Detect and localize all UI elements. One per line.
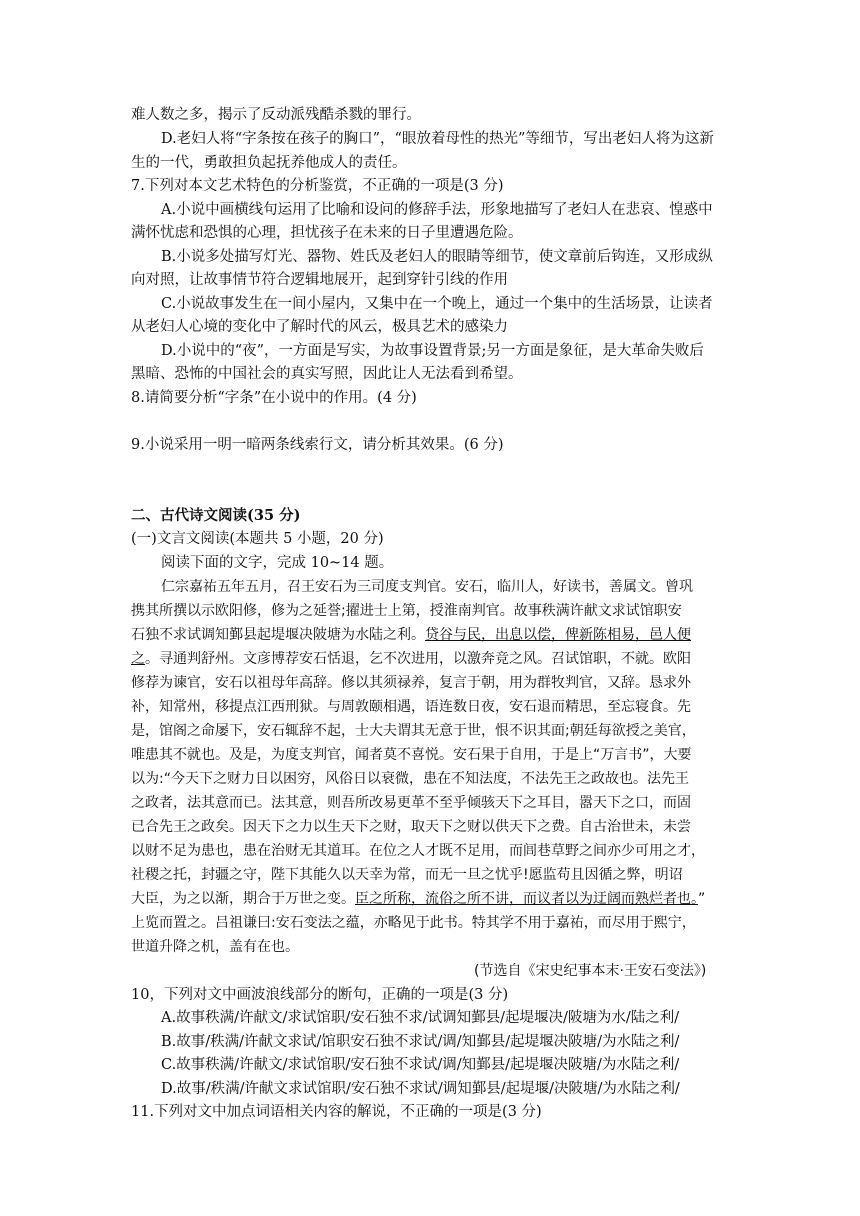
text-line: 满怀忧虑和恐惧的心理，担忧孩子在未来的日子里遭遇危险。 [131,225,523,241]
text-line: 生的一代，勇敢担负起抚养他成人的责任。 [131,155,407,171]
option-d-q10: D.故事/秩满/许献文求试馆职/安石独不求试/调知鄞县/起堤堰/决陂塘/为水陆之利/ [161,1081,680,1097]
question-9: 9.小说采用一明一暗两条线索行文，请分析其效果。(6 分) [131,437,504,453]
passage-line: 以为:“今天下之财力日以困穷，风俗日以衰微，患在不知法度，不法先王之政故也。法先王 [131,771,689,787]
option-c-q7: C.小说故事发生在一间小屋内，又集中在一个晚上，通过一个集中的生活场景，让读者 [161,296,713,312]
passage-line: 修荐为谏官，安石以祖母年高辞。修以其须禄养，复言于朝，用为群牧判官，又辞。恳求外 [131,675,691,691]
text-line: 从老妇人心境的变化中了解时代的风云，极具艺术的感染力 [131,319,508,335]
option-c-q10: C.故事秩满/许献文/求试馆职/安石独不求试/调/知鄞县/起堤堰决陂塘/为水陆之利/ [161,1057,680,1073]
text-line: 向对照，让故事情节符合逻辑地展开，起到穿针引线的作用 [131,272,508,288]
underlined-sentence: 臣之所称，流俗之所不讲，而议者以为迂阔而熟烂者也。 [355,891,698,907]
option-a-q7: A.小说中画横线句运用了比喻和设问的修辞手法，形象地描写了老妇人在悲哀、惶惑中 [161,202,713,218]
option-b-q7: B.小说多处描写灯光、器物、姓氏及老妇人的眼睛等细节，使文章前后钩连，又形成纵 [161,249,713,265]
question-11: 11.下列对文中加点词语相关内容的解说，不正确的一项是(3 分) [131,1104,542,1120]
instruction: 阅读下面的文字，完成 10~14 题。 [161,555,394,571]
question-7: 7.下列对本文艺术特色的分析鉴赏，不正确的一项是(3 分) [131,178,504,194]
underlined-sentence: 贷谷与民，出息以偿，俾新陈相易，邑人便 [425,627,691,643]
passage-line [131,625,691,645]
passage-source: (节选自《宋史纪事本末·王安石变法》) [474,963,707,979]
passage-text: 大臣，为之以渐，期合于万世之变。 [131,891,355,907]
passage-line: 以财不足为患也，患在治财无其道耳。在位之人才既不足用，而闾巷草野之间亦少可用之才， [131,843,705,859]
passage-line: 是，馆阁之命屡下，安石辄辞不起，士大夫谓其无意于世，恨不识其面;朝廷每欲授之美官， [131,723,696,739]
closing-quote: ” [698,891,706,907]
option-d-q7: D.小说中的“夜”，一方面是写实，为故事设置背景;另一方面是象征，是大革命失败后 [161,343,704,359]
passage-line: 上览而置之。吕祖谦曰:安石变法之蕴，亦略见于此书。特其学不用于嘉祐，而尽用于熙宁， [131,915,696,931]
option-d-q6: D.老妇人将“字条按在孩子的胸口”，“眼放着母性的热光”等细节，写出老妇人将为这新 [161,131,714,147]
passage-line: 社稷之托，封疆之守，陛下其能久以天幸为常，而无一旦之忧乎!愿监苟且因循之弊，明诏 [131,867,683,883]
subsection-heading: (一)文言文阅读(本题共 5 小题，20 分) [131,531,384,547]
passage-line: 携其所撰以示欧阳修，修为之延誉;擢进士上第，授淮南判官。故事秩满许献文求试馆职安 [131,603,682,619]
passage-text: 石独不求试调知鄞县起堤堰决陂塘为水陆之利。 [131,627,425,643]
passage-line [131,649,691,669]
passage-line: 仁宗嘉祐五年五月，召王安石为三司度支判官。安石，临川人，好读书，善属文。曾巩 [161,579,693,595]
passage-line: 之政者，法其意而已。法其意，则吾所改易更革不至乎倾骇天下之耳目，嚣天下之口，而固 [131,795,691,811]
passage-line: 补，知常州，移提点江西刑狱。与周敦颐相遇，语连数日夜，安石退而精思，至忘寝食。先 [131,699,691,715]
passage-line: 已合先王之政矣。因天下之力以生天下之财，取天下之财以供天下之费。自古治世未，未尝 [131,819,691,835]
passage-line: 唯患其不就也。及是，为度支判官，闻者莫不喜悦。安石果于自用，于是上“万言书”，大要 [131,747,692,763]
passage-line [131,889,705,909]
text-line: 黑暗、恐怖的中国社会的真实写照，因此让人无法看到希望。 [131,366,523,382]
option-a-q10: A.故事秩满/许献文/求试馆职/安石独不求/试调知鄞县/起堤堰决/陂塘为水/陆之利/ [161,1010,680,1026]
section-heading: 二、古代诗文阅读(35 分) [131,507,301,524]
question-8: 8.请简要分析“字条”在小说中的作用。(4 分) [131,390,417,406]
question-10: 10，下列对文中画波浪线部分的断句，正确的一项是(3 分) [131,987,509,1003]
passage-text: 。寻通判舒州。文彦博荐安石恬退，乞不次进用，以激奔竞之风。召试馆职，不就。欧阳 [145,651,691,667]
passage-line: 世道升降之机，盖有在也。 [131,939,299,955]
option-b-q10: B.故事/秩满/许献文求试/馆职安石独不求试/调/知鄞县/起堤堰决陂塘/为水陆之利/ [161,1034,680,1050]
text-line: 难人数之多，揭示了反动派残酷杀戮的罪行。 [131,107,421,123]
underlined-sentence-end: 之 [131,651,145,667]
